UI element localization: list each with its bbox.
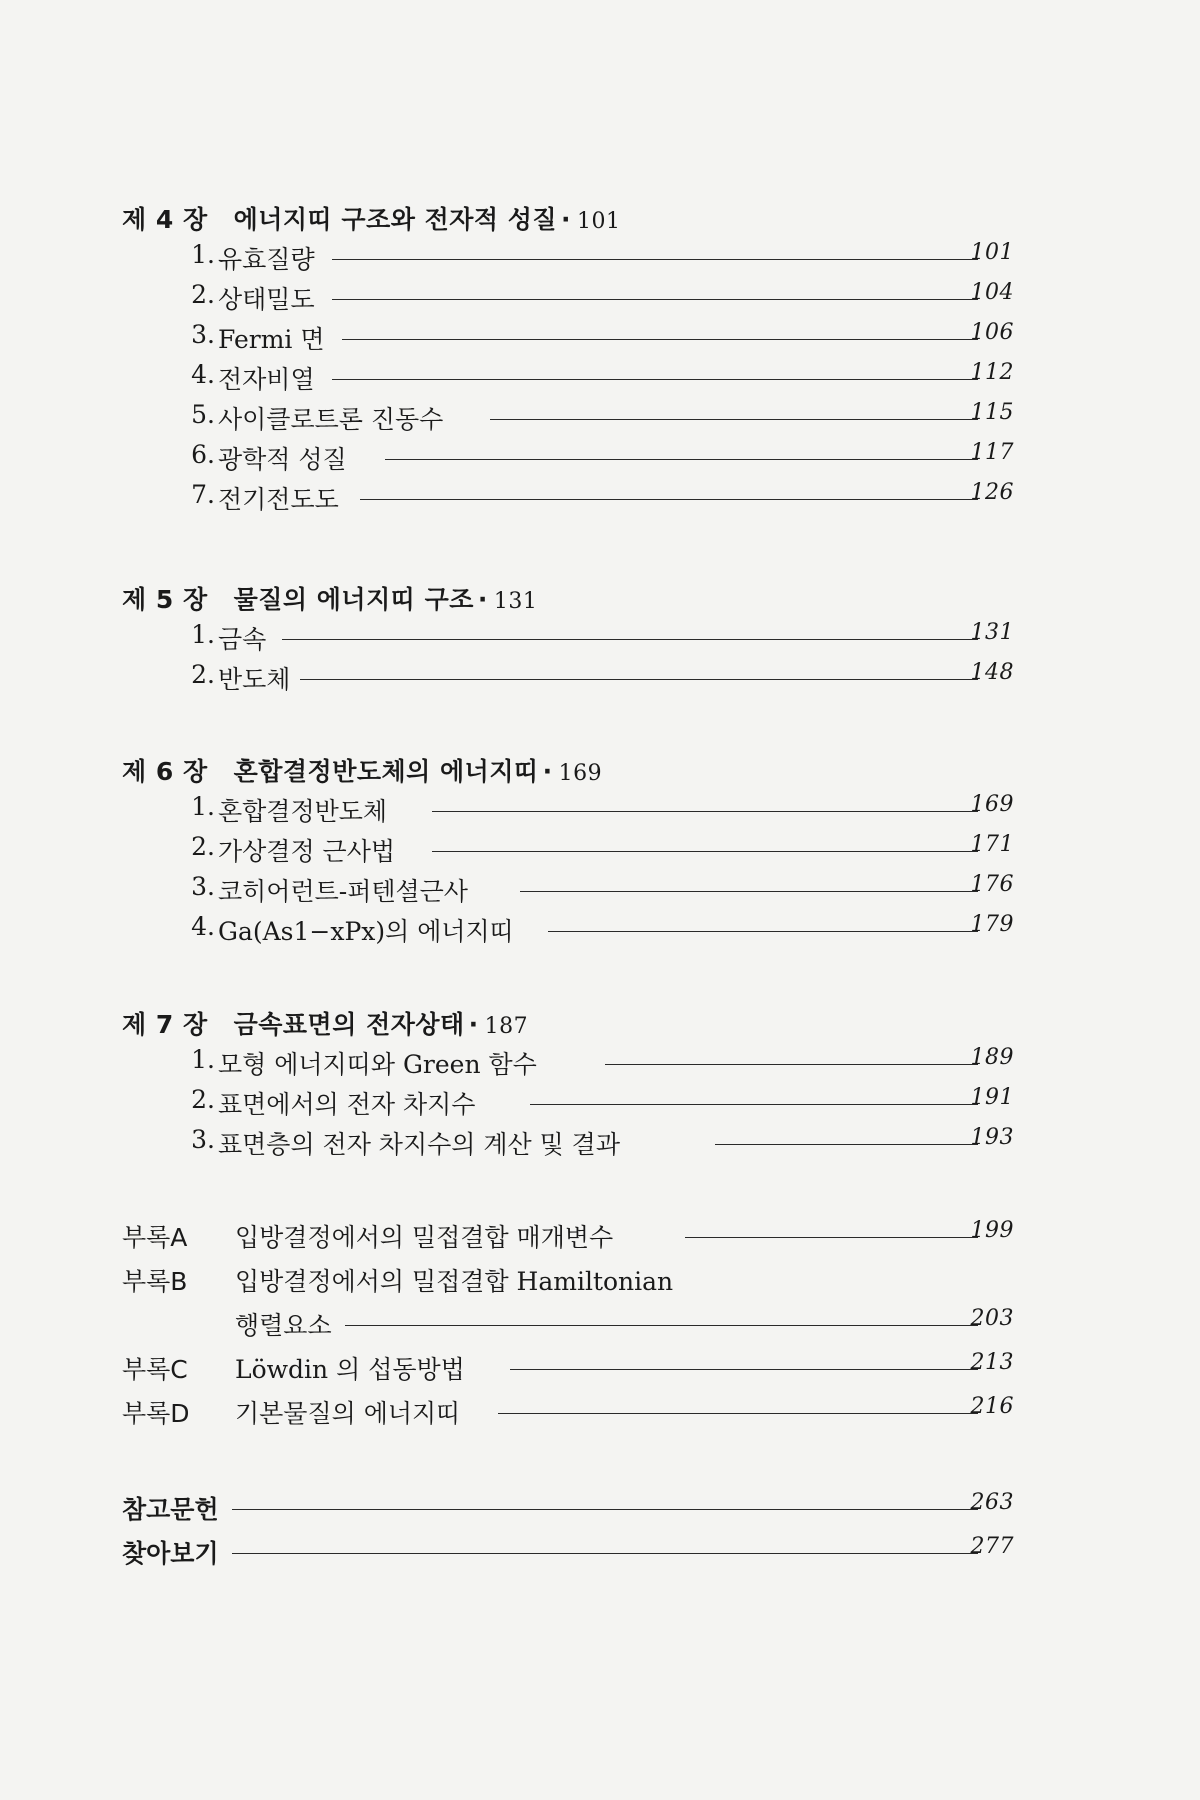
appendix-title: Löwdin 의 섭동방법 — [235, 1355, 465, 1384]
leader-line — [605, 1064, 978, 1065]
chapter-6-heading: 제 6 장 혼합결정반도체의 에너지띠 · 169 — [122, 757, 603, 786]
page-number: 193 — [970, 1125, 1014, 1150]
toc-entry[interactable] — [0, 360, 1200, 396]
page-number: 199 — [970, 1218, 1014, 1243]
leader-line — [385, 459, 978, 460]
appendix-entry-continued[interactable] — [0, 1306, 1200, 1342]
leader-line — [685, 1237, 978, 1238]
chapter-title: 혼합결정반도체의 에너지띠 — [233, 757, 539, 786]
chapter-page: 187 — [484, 1014, 529, 1039]
section-title: 혼합결정반도체 — [218, 797, 388, 826]
chapter-title: 금속표면의 전자상태 — [233, 1010, 465, 1039]
chapter-4-heading: 제 4 장 에너지띠 구조와 전자적 성질 · 101 — [122, 205, 621, 234]
section-number: 7. — [191, 480, 215, 509]
leader-line — [345, 1325, 978, 1326]
page-number: 131 — [970, 620, 1014, 645]
chapter-page: 101 — [577, 209, 621, 234]
appendix-title: 입방결정에서의 밀접결합 매개변수 — [235, 1223, 614, 1252]
section-number: 1. — [191, 620, 215, 649]
page-number: 277 — [970, 1534, 1014, 1559]
leader-line — [432, 811, 978, 812]
page-number: 126 — [970, 480, 1014, 505]
page-number: 179 — [970, 912, 1014, 937]
references-entry[interactable] — [0, 1490, 1200, 1526]
leader-line — [342, 339, 978, 340]
leader-line — [520, 891, 978, 892]
section-number: 4. — [191, 912, 215, 941]
toc-entry[interactable] — [0, 440, 1200, 476]
section-number: 1. — [191, 792, 215, 821]
appendix-title-continued: 행렬요소 — [235, 1311, 332, 1340]
toc-entry[interactable] — [0, 320, 1200, 356]
toc-entry[interactable] — [0, 872, 1200, 908]
appendix-entry[interactable] — [0, 1218, 1200, 1254]
page-number: 115 — [970, 400, 1014, 425]
appendix-title: 기본물질의 에너지띠 — [235, 1399, 461, 1428]
index-entry[interactable] — [0, 1534, 1200, 1570]
section-number: 2. — [191, 1085, 215, 1114]
toc-entry[interactable] — [0, 1045, 1200, 1081]
section-number: 5. — [191, 400, 215, 429]
toc-entry[interactable] — [0, 1125, 1200, 1161]
appendix-entry[interactable] — [0, 1394, 1200, 1430]
section-title: 전자비열 — [218, 365, 315, 394]
section-title: 금속 — [218, 625, 267, 654]
section-number: 4. — [191, 360, 215, 389]
leader-line — [510, 1369, 978, 1370]
chapter-label: 제 4 장 — [122, 205, 208, 234]
leader-line — [332, 299, 978, 300]
toc-entry[interactable] — [0, 912, 1200, 948]
page-number: 171 — [970, 832, 1014, 857]
leader-line — [332, 259, 978, 260]
page-number: 106 — [970, 320, 1014, 345]
appendix-entry[interactable] — [0, 1262, 1200, 1298]
appendix-label: 부록C — [122, 1355, 188, 1384]
leader-line — [548, 931, 978, 932]
page-number: 148 — [970, 660, 1014, 685]
chapter-5-heading: 제 5 장 물질의 에너지띠 구조 · 131 — [122, 585, 538, 614]
page-number: 169 — [970, 792, 1014, 817]
page-number: 213 — [970, 1350, 1014, 1375]
section-number: 1. — [191, 1045, 215, 1074]
leader-line — [300, 679, 978, 680]
toc-entry[interactable] — [0, 240, 1200, 276]
section-title: 상태밀도 — [218, 285, 315, 314]
section-number: 3. — [191, 872, 215, 901]
appendix-title: 입방결정에서의 밀접결합 Hamiltonian — [235, 1267, 674, 1296]
page-number: 216 — [970, 1394, 1014, 1419]
page-number: 112 — [970, 360, 1014, 385]
chapter-title: 물질의 에너지띠 구조 — [233, 585, 474, 614]
page-number: 203 — [970, 1306, 1014, 1331]
leader-line — [530, 1104, 978, 1105]
section-title: 광학적 성질 — [218, 445, 347, 474]
toc-entry[interactable] — [0, 1085, 1200, 1121]
toc-entry[interactable] — [0, 620, 1200, 656]
leader-line — [360, 499, 978, 500]
chapter-label: 제 5 장 — [122, 585, 208, 614]
chapter-page: 131 — [493, 589, 538, 614]
section-title: 반도체 — [218, 665, 291, 694]
section-title: 모형 에너지띠와 Green 함수 — [218, 1050, 537, 1079]
toc-entry[interactable] — [0, 480, 1200, 516]
chapter-page: 169 — [558, 761, 603, 786]
toc-entry[interactable] — [0, 792, 1200, 828]
leader-line — [490, 419, 978, 420]
page-number: 117 — [970, 440, 1014, 465]
appendix-entry[interactable] — [0, 1350, 1200, 1386]
page-number: 101 — [970, 240, 1014, 265]
chapter-label: 제 6 장 — [122, 757, 208, 786]
toc-entry[interactable] — [0, 832, 1200, 868]
section-number: 3. — [191, 1125, 215, 1154]
appendix-label: 부록A — [122, 1223, 188, 1252]
section-title: 사이클로트론 진동수 — [218, 405, 444, 434]
references-title: 참고문헌 — [122, 1495, 219, 1524]
appendix-label: 부록B — [122, 1267, 188, 1296]
section-number: 6. — [191, 440, 215, 469]
section-title: 가상결정 근사법 — [218, 837, 395, 866]
page-number: 191 — [970, 1085, 1014, 1110]
leader-line — [332, 379, 978, 380]
toc-entry[interactable] — [0, 660, 1200, 696]
section-number: 1. — [191, 240, 215, 269]
chapter-label: 제 7 장 — [122, 1010, 208, 1039]
chapter-title: 에너지띠 구조와 전자적 성질 — [233, 205, 558, 234]
page-number: 189 — [970, 1045, 1014, 1070]
section-title: 코히어런트-퍼텐셜근사 — [218, 877, 468, 906]
toc-entry[interactable] — [0, 400, 1200, 436]
toc-entry[interactable] — [0, 280, 1200, 316]
section-number: 2. — [191, 660, 215, 689]
section-number: 3. — [191, 320, 215, 349]
section-title: 표면층의 전자 차지수의 계산 및 결과 — [218, 1130, 620, 1159]
chapter-7-heading: 제 7 장 금속표면의 전자상태 · 187 — [122, 1010, 529, 1039]
section-number: 2. — [191, 832, 215, 861]
leader-line — [498, 1413, 978, 1414]
leader-line — [432, 851, 978, 852]
leader-line — [232, 1553, 978, 1554]
leader-line — [232, 1509, 978, 1510]
leader-line — [282, 639, 978, 640]
page-number: 263 — [970, 1490, 1014, 1515]
section-title: 표면에서의 전자 차지수 — [218, 1090, 476, 1119]
page-number: 176 — [970, 872, 1014, 897]
section-title: Ga(As1−xPx)의 에너지띠 — [218, 917, 514, 946]
section-number: 2. — [191, 280, 215, 309]
appendix-label: 부록D — [122, 1399, 190, 1428]
section-title: 전기전도도 — [218, 485, 339, 514]
page-number: 104 — [970, 280, 1014, 305]
index-title: 찾아보기 — [122, 1539, 219, 1568]
section-title: 유효질량 — [218, 245, 315, 274]
leader-line — [715, 1144, 978, 1145]
section-title: Fermi 면 — [218, 325, 325, 354]
